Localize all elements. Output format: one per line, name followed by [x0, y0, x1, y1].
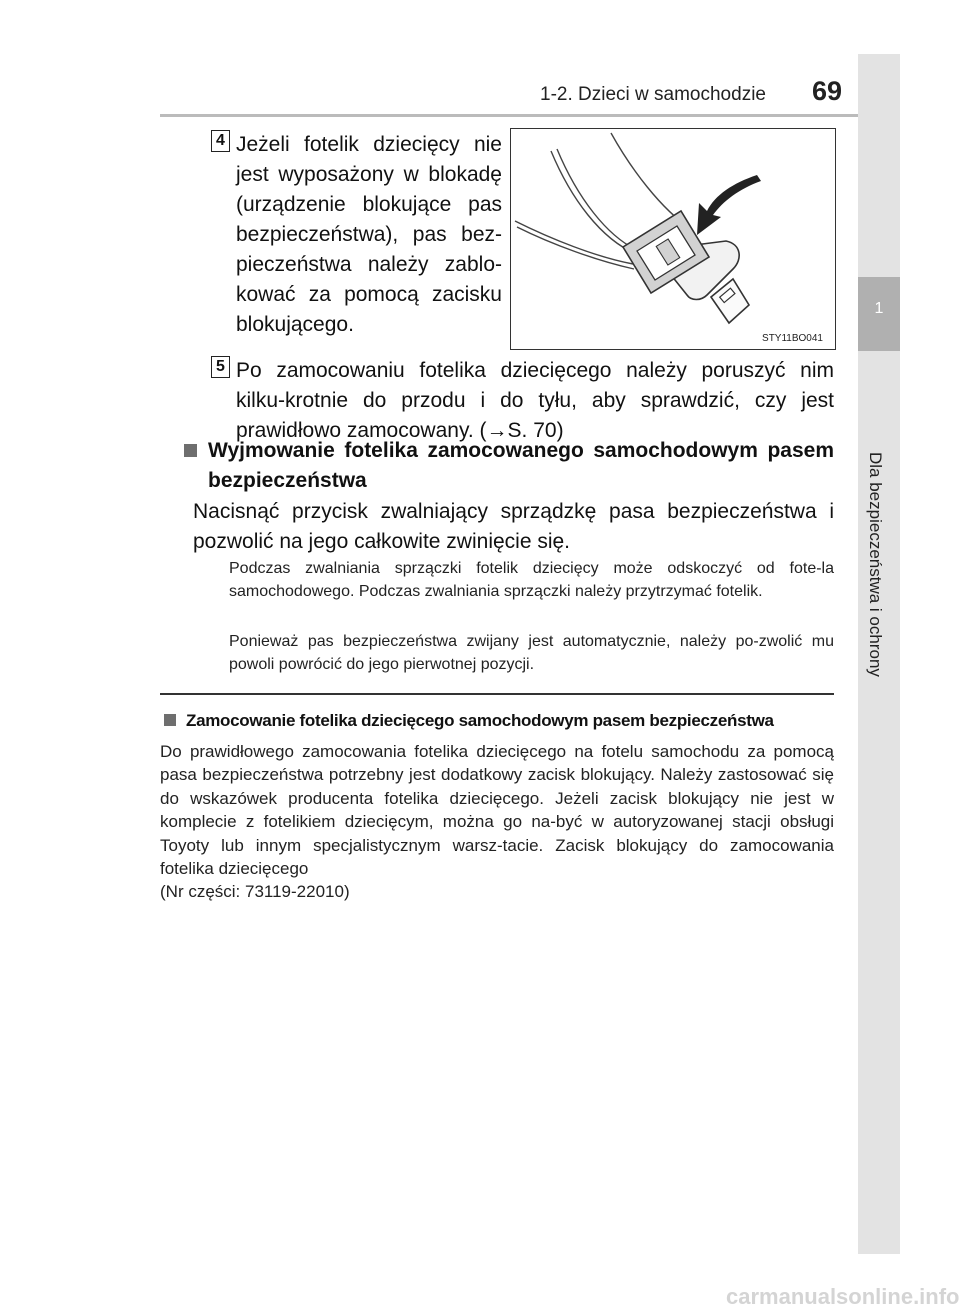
figure-code: STY11BO041 [762, 333, 823, 344]
part-number: (Nr części: 73119-22010) [160, 882, 350, 902]
step-5-text: Po zamocowaniu fotelika dziecięcego należy poruszyć nim kilku-krotnie do przodu i do tyłu, aby sprawdzić, czy jest prawidłowo zamocowany. (→S. 70) [236, 359, 834, 442]
step-number-4: 4 [211, 130, 230, 152]
pointer-arrow [697, 175, 761, 235]
page-number: 69 [812, 76, 843, 106]
removal-note-2: Ponieważ pas bezpieczeństwa zwijany jest automatycznie, należy po-zwolić mu powoli powrócić do jego pierwotnej pozycji. [229, 633, 834, 673]
chapter-number: 1 [874, 300, 884, 317]
removal-note-1: Podczas zwalniania sprzączki fotelik dziecięcy może odskoczyć od fote-la samochodowego. Podczas zwalniania sprzączki należy przytrzymać fotelik. [229, 560, 834, 600]
info-heading: Zamocowanie fotelika dziecięcego samochodowym pasem bezpieczeństwa [186, 711, 774, 730]
locking-clip-illustration [510, 128, 836, 350]
step-number-5: 5 [211, 356, 230, 378]
heading-bullet [184, 444, 197, 457]
info-heading-bullet [164, 714, 176, 726]
removal-heading: Wyjmowanie fotelika zamocowanego samochodowym pasem bezpieczeństwa [208, 439, 834, 492]
section-title: 1-2. Dzieci w samochodzie [540, 84, 766, 105]
locking-clip-drawing [511, 129, 835, 349]
header-divider [160, 114, 900, 117]
info-body [160, 740, 834, 904]
info-body-text: Do prawidłowego zamocowania fotelika dziecięcego na fotelu samochodu za pomocą pasa bezpieczeństwa potrzebny jest dodatkowy zacisk blokujący. Należy zastosować się do wskazówek producenta fotelika dziecięcego. Jeżeli zacisk blokujący nie jest w komplecie z fotelikiem dziecięcym, można go na-być w autoryzowanej stacji obsługi Toyoty lub innym specjalistycznym warsz-tacie. Zacisk blokujący do zamocowania fotelika dziecięcego [160, 742, 834, 879]
step-4-text: Jeżeli fotelik dziecięcy nie jest wyposażony w blokadę (urządzenie blokujące pas bezpieczeństwa), pas bez-pieczeństwa należy zablo-kować za pomocą zacisku blokującego. [236, 133, 502, 336]
removal-instruction: Nacisnąć przycisk zwalniający sprządzkę pasa bezpieczeństwa i pozwolić na jego całkowite zwinięcie się. [193, 500, 834, 553]
section-divider [160, 693, 834, 695]
watermark: carmanualsonline.info [726, 1284, 960, 1309]
